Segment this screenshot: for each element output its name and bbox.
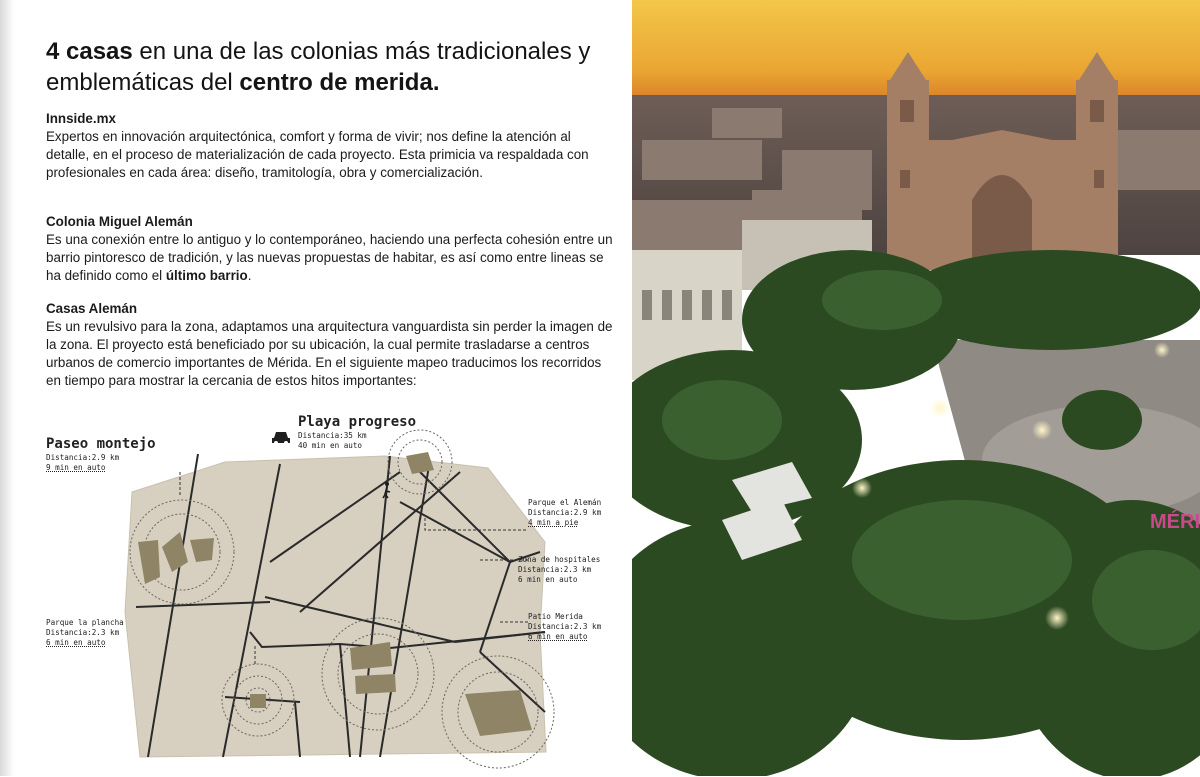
page-fold-shadow — [0, 0, 14, 776]
section-body-text: Es una conexión entre lo antiguo y lo contemporáneo, haciendo una perfecta cohesión entre un barrio pintoresco de tradición, y las nuevas propuestas de habitar, es así como entre lineas se ha definido como el — [46, 232, 613, 283]
headline-location: centro de merida. — [239, 69, 440, 96]
section-innside — [46, 110, 616, 182]
headline-count: 4 casas — [46, 38, 133, 65]
section-body-highlight: último barrio — [165, 268, 248, 283]
section-title: Casas Alemán — [46, 301, 138, 316]
landmark-name: Patio Merida — [528, 612, 583, 621]
section-title: Colonia Miguel Alemán — [46, 214, 193, 229]
landmark-time: 40 min en auto — [298, 441, 363, 450]
section-body: Expertos en innovación arquitectónica, comfort y forma de vivir; nos define la atención al detalle, en el proceso de materialización de cada proyecto. Esta primicia va respaldada con profesionales en cada área: diseño, tramitología, obra y comercialización. — [46, 129, 589, 180]
landmark-parque-plancha — [46, 618, 124, 648]
landmark-name: Zona de hospitales — [518, 555, 601, 564]
landmark-time: 6 min en auto — [46, 638, 106, 647]
landmark-distance: Distancia:2.3 km — [518, 565, 592, 574]
landmark-distance: Distancia:2.3 km — [46, 628, 120, 637]
landmark-distance: Distancia:2.9 km — [528, 508, 602, 517]
merida-cathedral-photo — [632, 0, 1200, 776]
landmark-distance: Distancia:2.3 km — [528, 622, 602, 631]
landmark-distance: Distancia:35 km — [298, 431, 367, 440]
landmark-time: 4 min a pie — [528, 518, 579, 527]
section-body: Es un revulsivo para la zona, adaptamos una arquitectura vanguardista sin perder la imagen de la zona. El proyecto está beneficiado por su ubicación, la cual permite trasladarse a centros urbanos de comercio importantes de Mérida. En el siguiente mapeo traducimos los recorridos en tiempo para mostrar la cercania de estos hitos importantes: — [46, 319, 613, 388]
landmark-playa-progreso — [298, 414, 416, 451]
landmark-name: Paseo montejo — [46, 436, 156, 452]
landmark-parque-aleman — [528, 498, 601, 528]
merida-sign: MÉRI — [1150, 511, 1200, 533]
section-body-end: . — [247, 268, 252, 283]
landmark-paseo-montejo — [46, 436, 156, 473]
landmark-name: Playa progreso — [298, 414, 417, 430]
landmark-zona-hospitales — [518, 555, 600, 585]
landmark-patio-merida — [528, 612, 601, 642]
landmark-time: 6 min en auto — [518, 575, 578, 584]
location-map — [40, 412, 620, 772]
landmark-name: Parque el Alemán — [528, 498, 602, 507]
car-icon — [272, 432, 290, 445]
landmark-name: Parque la plancha — [46, 618, 124, 627]
section-casas — [46, 300, 616, 390]
section-title: Innside.mx — [46, 111, 116, 126]
section-body — [46, 231, 616, 285]
landmark-time: 6 min en auto — [528, 632, 588, 641]
section-colonia — [46, 213, 616, 285]
headline-middle: en una de las colonias más tradicionales y emblemáticas del — [46, 38, 591, 96]
landmark-distance: Distancia:2.9 km — [46, 453, 120, 462]
photo-illustration — [632, 0, 1200, 776]
landmark-time: 9 min en auto — [46, 463, 106, 472]
page-headline — [46, 36, 616, 98]
